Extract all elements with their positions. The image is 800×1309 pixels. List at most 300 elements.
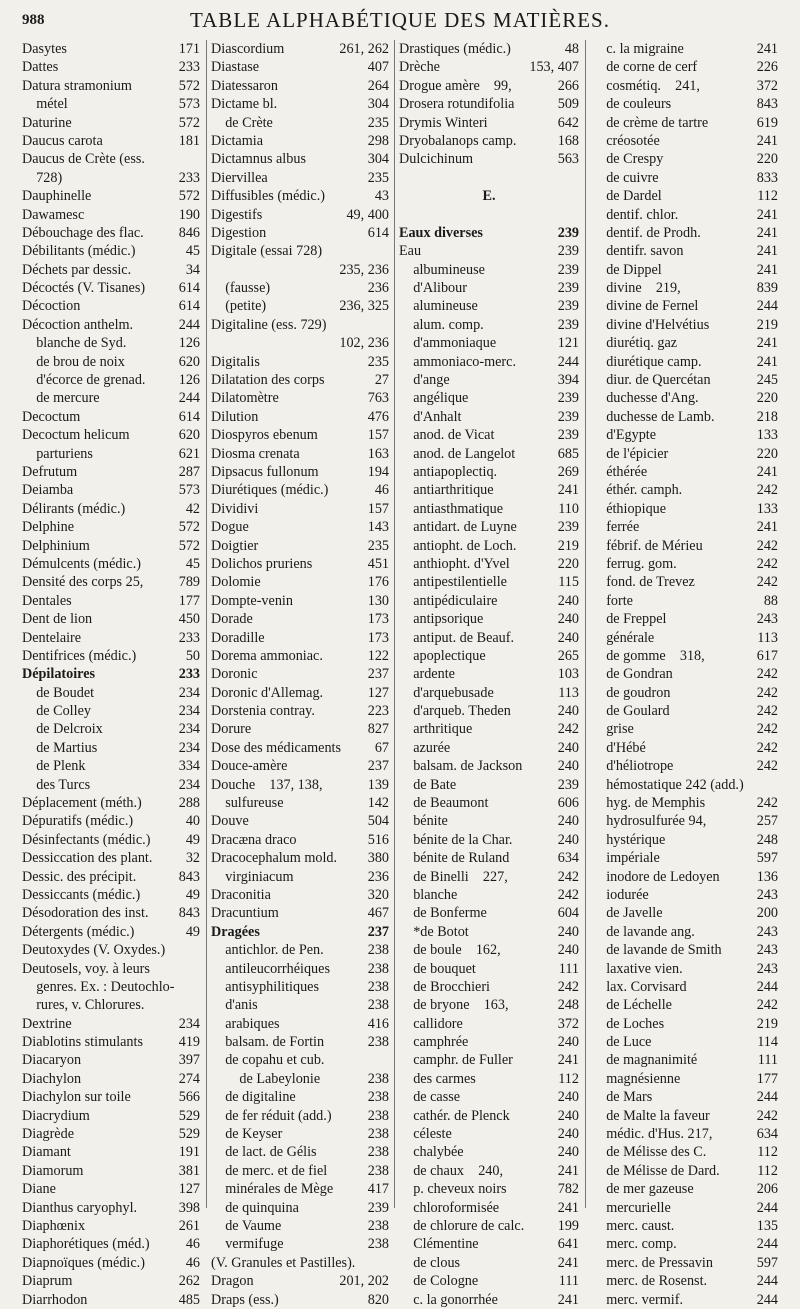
entry-term: Deiamba	[22, 482, 74, 499]
index-entry	[22, 1199, 200, 1217]
entry-term: Diervillea	[211, 169, 268, 186]
entry-page-ref: 243	[756, 886, 778, 903]
index-entry	[592, 316, 778, 334]
index-entry	[211, 1254, 389, 1272]
index-entry	[592, 518, 778, 536]
entry-page-ref: 234	[178, 739, 200, 756]
entry-term: de Luce	[592, 1034, 652, 1051]
entry-term: de lavande ang.	[592, 923, 695, 940]
entry-term: des Turcs	[22, 776, 91, 793]
entry-term: de Mélisse des C.	[592, 1144, 707, 1161]
entry-term: Drosera rotundifolia	[399, 96, 515, 113]
entry-page-ref: 242	[756, 795, 778, 812]
entry-term: Décoctés (V. Tisanes)	[22, 280, 146, 297]
index-entry	[592, 1199, 778, 1217]
index-entry	[211, 206, 389, 224]
entry-term: hydrosulfurée 94,	[592, 813, 707, 830]
entry-page-ref: 177	[178, 592, 200, 609]
index-entry	[592, 1180, 778, 1198]
index-entry	[399, 684, 579, 702]
entry-page-ref: 244	[756, 298, 778, 315]
entry-page-ref: 604	[557, 905, 579, 922]
entry-page-ref: 516	[367, 831, 389, 848]
entry-page-ref: 206	[756, 1181, 778, 1198]
index-entry	[592, 886, 778, 904]
index-entry	[22, 1254, 200, 1272]
entry-page-ref: 242	[756, 482, 778, 499]
index-column-3	[394, 40, 583, 1308]
entry-term: camphr. de Fuller	[399, 1052, 513, 1069]
index-entry	[211, 978, 389, 996]
index-entry	[22, 960, 200, 978]
entry-page-ref: 827	[367, 721, 389, 738]
index-entry	[399, 1015, 579, 1033]
index-entry	[399, 592, 579, 610]
entry-term: hystérique	[592, 831, 666, 848]
index-entry	[22, 518, 200, 536]
entry-page-ref: 242	[756, 1107, 778, 1124]
entry-term: merc. de Pressavin	[592, 1254, 713, 1271]
index-entry	[399, 95, 579, 113]
entry-term: d'Hébé	[592, 739, 646, 756]
entry-page-ref: 49, 400	[346, 206, 389, 223]
entry-page-ref: 46	[185, 1254, 200, 1271]
index-entry	[22, 555, 200, 573]
entry-page-ref: 239	[557, 224, 579, 241]
index-entry	[592, 868, 778, 886]
index-entry	[399, 1051, 579, 1069]
entry-term: dentif. de Prodh.	[592, 224, 701, 241]
entry-page-ref: 233	[178, 629, 200, 646]
entry-page-ref: 112	[558, 1070, 579, 1087]
entry-page-ref: 242	[756, 739, 778, 756]
entry-term: ammoniaco-merc.	[399, 353, 516, 370]
entry-page-ref: 242	[756, 684, 778, 701]
entry-page-ref: 642	[557, 114, 579, 131]
index-entry	[22, 996, 200, 1014]
index-entry	[399, 1180, 579, 1198]
index-entry	[399, 40, 579, 58]
entry-page-ref: 304	[367, 151, 389, 168]
entry-term: Dictame bl.	[211, 96, 278, 113]
entry-page-ref: 239	[557, 519, 579, 536]
entry-page-ref: 122	[367, 647, 389, 664]
entry-term: bénite	[399, 813, 448, 830]
entry-term: E.	[482, 188, 496, 205]
entry-page-ref: 88	[763, 592, 778, 609]
entry-page-ref: 220	[756, 445, 778, 462]
entry-page-ref: 239	[557, 390, 579, 407]
index-entry	[592, 95, 778, 113]
entry-page-ref: 157	[367, 500, 389, 517]
index-entry	[22, 40, 200, 58]
index-entry	[399, 389, 579, 407]
entry-term: antiapoplectiq.	[399, 463, 498, 480]
entry-term: Dilatation des corps	[211, 372, 325, 389]
index-entry	[592, 610, 778, 628]
entry-page-ref: 239	[557, 408, 579, 425]
entry-page-ref: 241	[756, 519, 778, 536]
index-entry	[592, 481, 778, 499]
index-entry	[399, 776, 579, 794]
index-entry	[22, 169, 200, 187]
index-entry	[592, 794, 778, 812]
entry-term: *de Botot	[399, 923, 469, 940]
entry-page-ref: 234	[178, 721, 200, 738]
entry-page-ref: 219	[756, 1015, 778, 1032]
entry-term: Dauphinelle	[22, 188, 92, 205]
entry-page-ref: 242	[557, 868, 579, 885]
entry-page-ref: 529	[178, 1126, 200, 1143]
index-entry	[592, 702, 778, 720]
entry-term: Diosma crenata	[211, 445, 300, 462]
entry-page-ref: 620	[178, 353, 200, 370]
index-entry	[211, 941, 389, 959]
index-entry	[592, 150, 778, 168]
entry-term: Diachylon	[22, 1070, 82, 1087]
index-entry	[211, 1015, 389, 1033]
entry-term: Dilatomètre	[211, 390, 279, 407]
index-entry	[592, 996, 778, 1014]
index-entry	[399, 297, 579, 315]
index-entry	[399, 665, 579, 683]
index-entry	[592, 1088, 778, 1106]
entry-term: de Crète	[211, 114, 273, 131]
entry-term: duchesse d'Ang.	[592, 390, 699, 407]
index-entry	[592, 132, 778, 150]
index-entry	[592, 1107, 778, 1125]
entry-page-ref: 240	[557, 739, 579, 756]
entry-term: Draconitia	[211, 886, 271, 903]
index-entry	[592, 445, 778, 463]
index-entry	[22, 923, 200, 941]
entry-term: d'héliotrope	[592, 758, 674, 775]
index-entry	[399, 868, 579, 886]
index-entry	[399, 132, 579, 150]
entry-page-ref: 450	[178, 611, 200, 628]
index-entry	[22, 812, 200, 830]
entry-term: antipestilentielle	[399, 574, 507, 591]
entry-page-ref: 839	[756, 280, 778, 297]
index-entry	[592, 353, 778, 371]
index-entry	[211, 537, 389, 555]
entry-page-ref: 235	[367, 353, 389, 370]
entry-term: de copahu et cub.	[211, 1052, 325, 1069]
entry-term: Dompte-venin	[211, 592, 293, 609]
entry-term: Decoctum helicum	[22, 427, 130, 444]
entry-term: Daucus de Crète (ess.	[22, 151, 145, 168]
index-entry	[22, 1143, 200, 1161]
entry-page-ref: 233	[178, 169, 200, 186]
entry-page-ref: 40	[185, 813, 200, 830]
entry-page-ref: 238	[367, 942, 389, 959]
entry-page-ref: 42	[185, 500, 200, 517]
entry-page-ref: 242	[756, 666, 778, 683]
entry-page-ref: 634	[756, 1126, 778, 1143]
entry-term: de Léchelle	[592, 997, 672, 1014]
entry-page-ref: 572	[178, 114, 200, 131]
index-entry	[211, 1291, 389, 1309]
entry-term: Decoctum	[22, 408, 81, 425]
entry-page-ref: 176	[367, 574, 389, 591]
entry-term: Dilution	[211, 408, 259, 425]
index-entry	[399, 849, 579, 867]
entry-page-ref: 157	[367, 427, 389, 444]
index-entry	[22, 353, 200, 371]
entry-page-ref: 233	[178, 59, 200, 76]
entry-term: créosotée	[592, 132, 660, 149]
index-entry	[592, 1235, 778, 1253]
entry-term: magnésienne	[592, 1070, 681, 1087]
index-entry	[211, 279, 389, 297]
entry-page-ref: 238	[367, 1144, 389, 1161]
entry-term: d'Egypte	[592, 427, 657, 444]
entry-page-ref: 49	[185, 923, 200, 940]
entry-page-ref: 67	[374, 739, 389, 756]
index-entry	[592, 224, 778, 242]
entry-term: cathér. de Plenck	[399, 1107, 510, 1124]
entry-term: Dictamia	[211, 132, 263, 149]
entry-term: de Goulard	[592, 703, 670, 720]
index-entry	[22, 187, 200, 205]
index-entry	[22, 1015, 200, 1033]
entry-term: de magnanimité	[592, 1052, 698, 1069]
entry-term: de gomme 318,	[592, 647, 705, 664]
entry-term: balsam. de Fortin	[211, 1034, 325, 1051]
entry-page-ref: 237	[367, 666, 389, 683]
entry-term: de brou de noix	[22, 353, 125, 370]
entry-term: ferrée	[592, 519, 640, 536]
index-entry	[22, 849, 200, 867]
entry-page-ref: 789	[178, 574, 200, 591]
entry-term: Dolomie	[211, 574, 261, 591]
entry-term: blanche de Syd.	[22, 335, 127, 352]
entry-page-ref: 239	[367, 1199, 389, 1216]
entry-page-ref: 529	[178, 1107, 200, 1124]
entry-term: rures, v. Chlorures.	[22, 997, 145, 1014]
entry-term: Doigtier	[211, 537, 259, 554]
index-entry	[399, 960, 579, 978]
index-entry	[22, 720, 200, 738]
entry-term: de clous	[399, 1254, 461, 1271]
entry-page-ref: 242	[557, 886, 579, 903]
entry-page-ref: 173	[367, 611, 389, 628]
entry-term: Diffusibles (médic.)	[211, 188, 325, 205]
entry-term: de casse	[399, 1089, 461, 1106]
entry-page-ref: 597	[756, 1254, 778, 1271]
entry-term: arthritique	[399, 721, 473, 738]
entry-term: de chlorure de calc.	[399, 1218, 525, 1234]
entry-page-ref: 223	[367, 703, 389, 720]
entry-page-ref: 135	[756, 1218, 778, 1234]
entry-term: de Keyser	[211, 1126, 283, 1143]
entry-term: Démulcents (médic.)	[22, 555, 141, 572]
index-entry	[399, 1125, 579, 1143]
entry-term: Diagrède	[22, 1126, 74, 1143]
index-entry	[211, 463, 389, 481]
entry-term: de lavande de Smith	[592, 942, 722, 959]
entry-term: d'ange	[399, 372, 450, 389]
entry-term: de bryone 163,	[399, 997, 509, 1014]
entry-term: Dulcichinum	[399, 151, 474, 168]
entry-term: de Beaumont	[399, 795, 489, 812]
entry-term: antipédiculaire	[399, 592, 498, 609]
entry-page-ref: 476	[367, 408, 389, 425]
entry-page-ref: 241	[557, 1162, 579, 1179]
entry-term: hémostatique 242 (add.)	[592, 776, 744, 793]
index-entry	[592, 1070, 778, 1088]
entry-term: antiput. de Beauf.	[399, 629, 515, 646]
index-entry	[399, 150, 579, 168]
entry-term: de Boudet	[22, 684, 95, 701]
entry-term: Diacrydium	[22, 1107, 90, 1124]
entry-page-ref: 573	[178, 482, 200, 499]
entry-page-ref: 372	[557, 1015, 579, 1032]
index-entry	[592, 849, 778, 867]
index-entry	[211, 904, 389, 922]
index-entry	[22, 132, 200, 150]
entry-page-ref: 130	[367, 592, 389, 609]
entry-page-ref: 606	[557, 795, 579, 812]
entry-term: Dragées	[211, 923, 260, 940]
entry-page-ref: 239	[557, 261, 579, 278]
entry-term: de Dardel	[592, 188, 662, 205]
entry-page-ref: 239	[557, 298, 579, 315]
entry-page-ref: 239	[557, 316, 579, 333]
entry-page-ref: 304	[367, 96, 389, 113]
entry-term: genres. Ex. : Deutochlo-	[22, 978, 175, 995]
entry-term: Datura stramonium	[22, 77, 132, 94]
entry-page-ref: 113	[757, 629, 778, 646]
entry-page-ref: 48	[564, 41, 579, 57]
index-entry	[592, 629, 778, 647]
entry-page-ref: 242	[756, 703, 778, 720]
index-entry	[399, 518, 579, 536]
entry-page-ref: 416	[367, 1015, 389, 1032]
index-entry	[592, 408, 778, 426]
index-entry	[592, 40, 778, 58]
index-entry	[22, 1070, 200, 1088]
entry-page-ref: 50	[185, 647, 200, 664]
index-entry	[22, 684, 200, 702]
index-entry	[592, 279, 778, 297]
index-entry	[399, 739, 579, 757]
index-entry	[592, 978, 778, 996]
index-entry	[22, 261, 200, 279]
index-entry	[211, 132, 389, 150]
index-entry	[592, 1272, 778, 1290]
entry-page-ref: 177	[756, 1070, 778, 1087]
index-entry	[399, 408, 579, 426]
index-entry	[22, 1235, 200, 1253]
entry-term: Diane	[22, 1181, 56, 1198]
entry-page-ref: 111	[558, 1273, 579, 1290]
entry-page-ref: 242	[756, 537, 778, 554]
index-entry	[592, 831, 778, 849]
entry-page-ref: 240	[557, 1126, 579, 1143]
entry-page-ref: 241	[756, 335, 778, 352]
index-entry	[592, 776, 778, 794]
entry-term: éthiopique	[592, 500, 667, 517]
index-entry	[211, 702, 389, 720]
index-entry	[399, 573, 579, 591]
index-entry	[22, 757, 200, 775]
entry-term: de digitaline	[211, 1089, 296, 1106]
entry-page-ref: 265	[557, 647, 579, 664]
index-entry	[22, 1107, 200, 1125]
index-entry	[399, 77, 579, 95]
entry-page-ref: 266	[557, 77, 579, 94]
entry-term: minérales de Mège	[211, 1181, 334, 1198]
entry-page-ref: 236, 325	[339, 298, 389, 315]
entry-term: antisyphilitiques	[211, 978, 319, 995]
index-entry	[592, 720, 778, 738]
entry-term: Dorstenia contray.	[211, 703, 315, 720]
index-entry	[399, 206, 579, 224]
index-entry	[22, 537, 200, 555]
entry-term: Dragon	[211, 1273, 254, 1290]
index-entry	[399, 353, 579, 371]
entry-page-ref: 238	[367, 1070, 389, 1087]
entry-page-ref: 244	[178, 390, 200, 407]
entry-page-ref: 245	[756, 372, 778, 389]
entry-page-ref: 241	[756, 261, 778, 278]
index-entry	[22, 334, 200, 352]
entry-page-ref: 168	[557, 132, 579, 149]
entry-term: Dattes	[22, 59, 59, 76]
entry-term: Dividivi	[211, 500, 259, 517]
index-entry	[592, 371, 778, 389]
entry-term: callidore	[399, 1015, 463, 1032]
entry-page-ref: 242	[756, 997, 778, 1014]
entry-term: de Loches	[592, 1015, 665, 1032]
entry-term: anthiopht. d'Yvel	[399, 555, 510, 572]
entry-page-ref: 234	[178, 684, 200, 701]
entry-page-ref: 191	[178, 1144, 200, 1161]
entry-page-ref: 244	[756, 1236, 778, 1253]
entry-term: de mercure	[22, 390, 100, 407]
entry-term: sulfureuse	[211, 795, 284, 812]
entry-term: divine de Fernel	[592, 298, 699, 315]
entry-page-ref: 240	[557, 1089, 579, 1106]
entry-term: d'ammoniaque	[399, 335, 497, 352]
index-entry	[211, 794, 389, 812]
entry-term: hyg. de Memphis	[592, 795, 706, 812]
entry-term: Diurétiques (médic.)	[211, 482, 329, 499]
entry-page-ref: 257	[756, 813, 778, 830]
entry-term: antiarthritique	[399, 482, 494, 499]
entry-term: médic. d'Hus. 217,	[592, 1126, 713, 1143]
entry-term: céleste	[399, 1126, 452, 1143]
entry-term: duchesse de Lamb.	[592, 408, 715, 425]
entry-term: antidart. de Luyne	[399, 519, 517, 536]
index-entry	[211, 1051, 389, 1069]
entry-term: ferrug. gom.	[592, 555, 677, 572]
entry-term: Diaprum	[22, 1273, 73, 1290]
index-entry	[592, 739, 778, 757]
entry-page-ref: 394	[557, 372, 579, 389]
index-entry	[211, 647, 389, 665]
entry-page-ref: 241	[756, 132, 778, 149]
entry-term: Dessiccation des plant.	[22, 850, 153, 867]
entry-term: Dessiccants (médic.)	[22, 886, 141, 903]
entry-page-ref: 219	[756, 316, 778, 333]
entry-term: bénite de Ruland	[399, 850, 510, 867]
entry-page-ref: 238	[367, 1107, 389, 1124]
entry-term: Douve	[211, 813, 249, 830]
index-entry	[211, 849, 389, 867]
entry-page-ref: 220	[756, 390, 778, 407]
